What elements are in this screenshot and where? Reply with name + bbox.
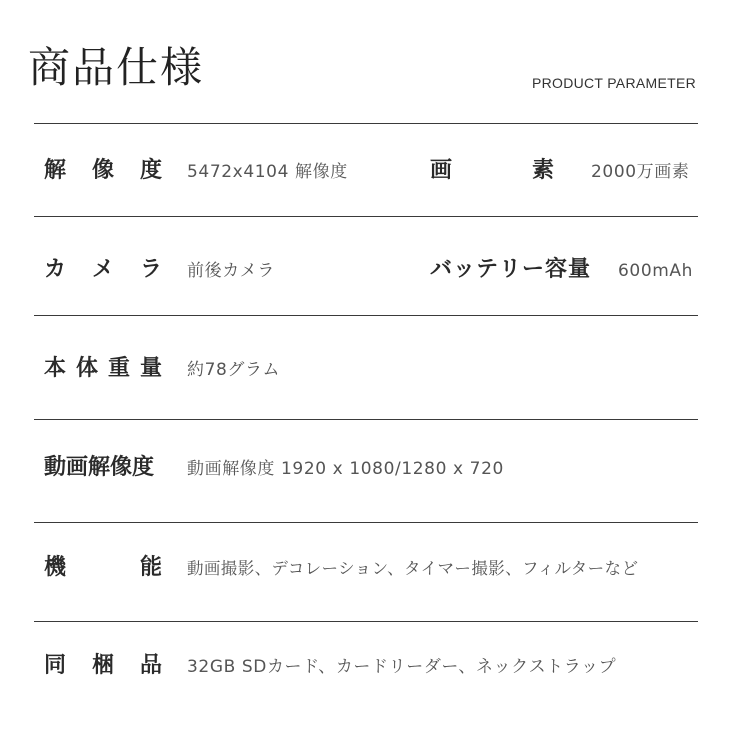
label-char: 梱	[91, 653, 114, 678]
divider	[34, 419, 698, 420]
features-label	[44, 554, 162, 582]
battery-label: バッテリー容量	[430, 257, 592, 282]
label-char: 画	[430, 158, 453, 183]
features-value: 動画撮影、デコレーション、タイマー撮影、フィルターなど	[187, 559, 639, 578]
video-resolution-label: 動画解像度	[44, 455, 155, 480]
label-char: 度	[139, 158, 162, 183]
label-char: メ	[91, 257, 114, 282]
resolution-label	[44, 157, 162, 185]
label-char: 能	[139, 555, 162, 580]
label-char: 同	[44, 653, 67, 678]
label-char: 体	[75, 356, 98, 381]
pixels-value: 2000万画素	[591, 162, 690, 182]
page-title: 商品仕様	[28, 43, 205, 92]
page-subtitle: PRODUCT PARAMETER	[531, 75, 696, 91]
label-char: カ	[44, 257, 67, 282]
package-label	[44, 652, 162, 680]
label-char: 重	[107, 356, 130, 381]
label-char: 量	[139, 356, 162, 381]
label-char: 像	[91, 158, 114, 183]
pixels-label	[430, 157, 554, 185]
label-char: 本	[44, 356, 67, 381]
weight-label	[44, 355, 162, 383]
divider	[34, 315, 698, 316]
label-char: ラ	[139, 257, 162, 282]
package-value: 32GB SDカード、カードリーダー、ネックストラップ	[187, 657, 617, 677]
divider	[34, 621, 698, 622]
video-resolution-value: 動画解像度 1920 x 1080/1280 x 720	[187, 459, 504, 479]
label-char: 機	[44, 555, 67, 580]
divider	[34, 522, 698, 523]
label-char: 品	[139, 653, 162, 678]
resolution-value: 5472x4104 解像度	[187, 162, 348, 182]
battery-value: 600mAh	[618, 261, 694, 281]
divider	[34, 216, 698, 217]
camera-label	[44, 256, 162, 284]
label-char: 解	[44, 158, 67, 183]
camera-value: 前後カメラ	[187, 261, 275, 281]
weight-value: 約78グラム	[187, 360, 281, 380]
divider	[34, 123, 698, 124]
label-char: 素	[531, 158, 554, 183]
